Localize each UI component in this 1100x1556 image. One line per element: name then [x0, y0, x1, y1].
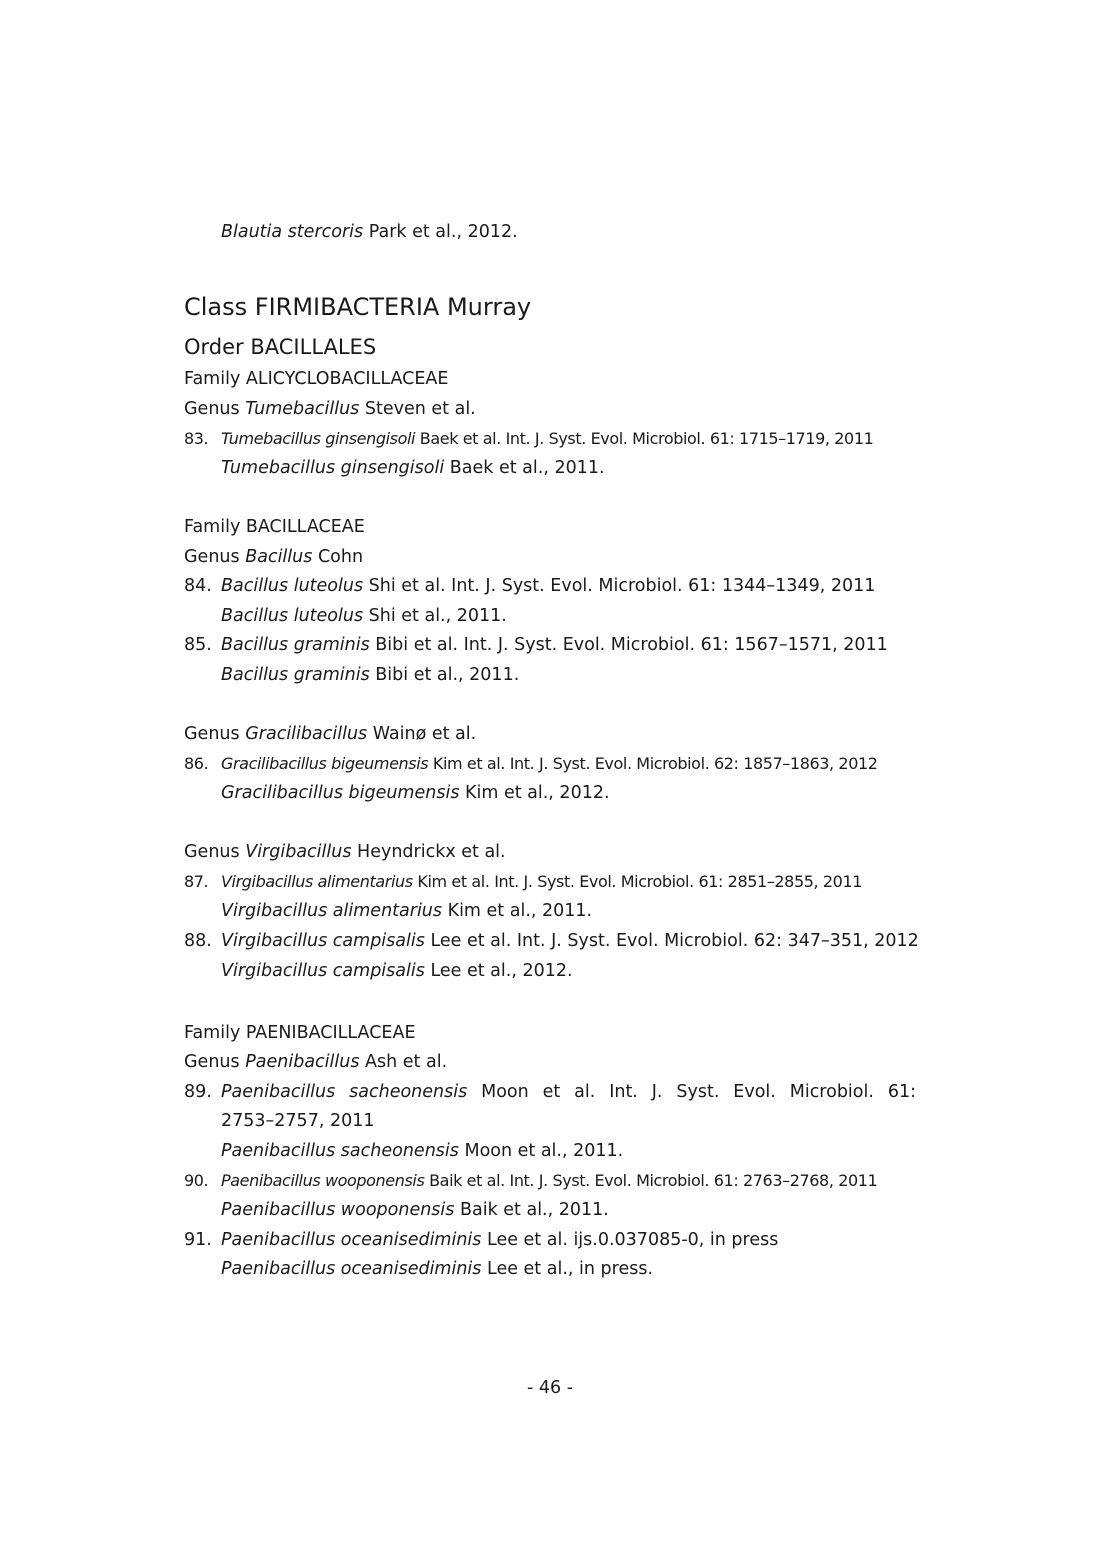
- entry-83: 83. Tumebacillus ginsengisoli Baek et al. Int. J. Syst. Evol. Microbiol. 61: 1715–1719, 2011: [184, 429, 874, 448]
- genus-heading: Genus Gracilibacillus Wainø et al.: [184, 724, 477, 744]
- entry-83-name: Tumebacillus ginsengisoli Baek et al., 2011.: [221, 458, 605, 478]
- genus-heading: Genus Bacillus Cohn: [184, 547, 364, 567]
- entry-88-name: Virgibacillus campisalis Lee et al., 2012.: [221, 961, 573, 981]
- entry-91-name: Paenibacillus oceanisediminis Lee et al., in press.: [221, 1259, 654, 1279]
- entry-90: 90. Paenibacillus wooponensis Baik et al. Int. J. Syst. Evol. Microbiol. 61: 2763–2768, 2011: [184, 1171, 878, 1190]
- entry-85-name: Bacillus graminis Bibi et al., 2011.: [221, 665, 520, 685]
- entry-84: 84. Bacillus luteolus Shi et al. Int. J. Syst. Evol. Microbiol. 61: 1344–1349, 2011: [184, 576, 876, 596]
- entry-91: 91. Paenibacillus oceanisediminis Lee et al. ijs.0.037085-0, in press: [184, 1230, 779, 1250]
- entry-86-name: Gracilibacillus bigeumensis Kim et al., 2012.: [221, 783, 610, 803]
- entry-85: 85. Bacillus graminis Bibi et al. Int. J. Syst. Evol. Microbiol. 61: 1567–1571, 2011: [184, 635, 888, 655]
- entry-86: 86. Gracilibacillus bigeumensis Kim et al. Int. J. Syst. Evol. Microbiol. 62: 1857–1863, 2012: [184, 754, 878, 773]
- genus-heading: Genus Virgibacillus Heyndrickx et al.: [184, 842, 506, 862]
- genus-heading: Genus Paenibacillus Ash et al.: [184, 1052, 448, 1072]
- entry-87: 87. Virgibacillus alimentarius Kim et al. Int. J. Syst. Evol. Microbiol. 61: 2851–2855, 2011: [184, 872, 863, 891]
- top-species-line: Blautia stercoris Park et al., 2012.: [221, 222, 518, 242]
- entry-84-name: Bacillus luteolus Shi et al., 2011.: [221, 606, 507, 626]
- class-heading: Class FIRMIBACTERIA Murray: [184, 293, 532, 321]
- family-heading: Family ALICYCLOBACILLACEAE: [184, 369, 449, 389]
- family-heading: Family PAENIBACILLACEAE: [184, 1023, 416, 1043]
- entry-87-name: Virgibacillus alimentarius Kim et al., 2011.: [221, 901, 593, 921]
- entry-89-citation-cont: 2753–2757, 2011: [221, 1111, 375, 1131]
- family-heading: Family BACILLACEAE: [184, 517, 365, 537]
- page-number: - 46 -: [526, 1378, 574, 1398]
- entry-88: 88. Virgibacillus campisalis Lee et al. Int. J. Syst. Evol. Microbiol. 62: 347–351, 2012: [184, 931, 919, 951]
- order-heading: Order BACILLALES: [184, 335, 377, 359]
- genus-heading: Genus Tumebacillus Steven et al.: [184, 399, 476, 419]
- entry-89: 89. Paenibacillus sacheonensis Moon et al. Int. J. Syst. Evol. Microbiol. 61:: [184, 1082, 916, 1102]
- entry-90-name: Paenibacillus wooponensis Baik et al., 2011.: [221, 1200, 609, 1220]
- entry-89-name: Paenibacillus sacheonensis Moon et al., 2011.: [221, 1141, 624, 1161]
